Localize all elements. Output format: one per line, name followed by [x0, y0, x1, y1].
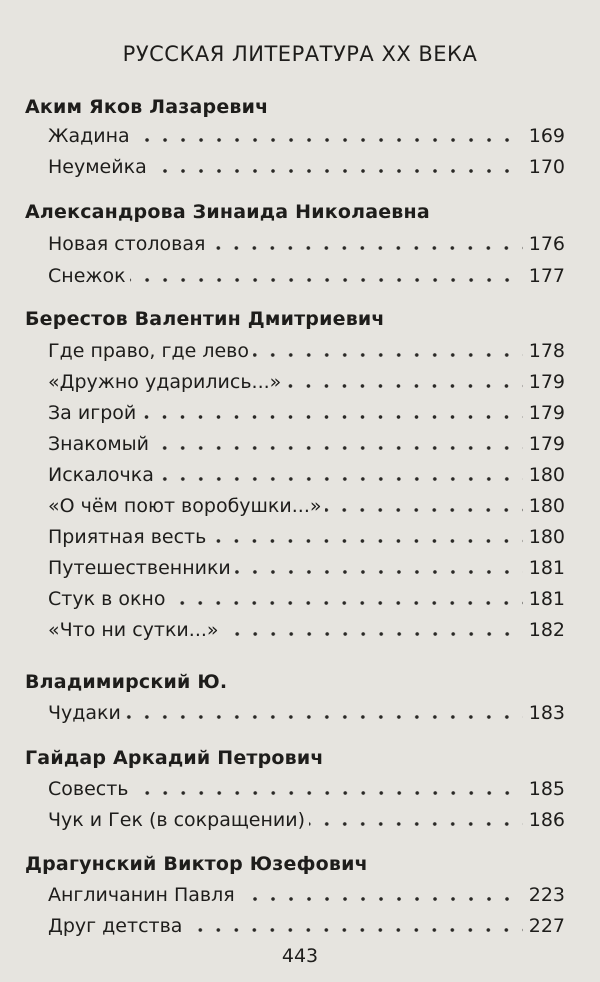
entry-title: Англичанин Павля: [48, 884, 235, 906]
author-heading: Берестов Валентин Дмитриевич: [25, 308, 385, 330]
dot-leader: [186, 913, 522, 933]
dot-leader: [153, 431, 523, 451]
author-heading: Владимирский Ю.: [25, 671, 228, 693]
entry-page: 179: [528, 433, 565, 455]
entry-title: «О чём поют воробушки...»: [48, 495, 322, 517]
entry-title: Искалочка: [48, 464, 154, 486]
entry-page: 180: [528, 464, 565, 486]
toc-entry: [48, 522, 565, 548]
dot-leader: [130, 263, 523, 283]
dot-leader: [169, 586, 522, 606]
entry-page: 183: [528, 702, 565, 724]
entry-page: 181: [528, 557, 565, 579]
entry-title: «Что ни сутки...»: [48, 619, 219, 641]
entry-title: Стук в окно: [48, 588, 166, 610]
toc-entry: [48, 121, 565, 147]
author-heading: Аким Яков Лазаревич: [25, 96, 269, 118]
toc-entry: [48, 336, 565, 362]
entry-title: Друг детства: [48, 915, 183, 937]
author-heading: Драгунский Виктор Юзефович: [25, 853, 368, 875]
toc-entry: [48, 491, 565, 517]
entry-title: Жадина: [48, 125, 130, 147]
author-heading: Гайдар Аркадий Петрович: [25, 747, 324, 769]
entry-title: Снежок: [48, 265, 126, 287]
author-heading: Александрова Зинаида Николаевна: [25, 201, 430, 223]
entry-title: «Дружно ударились...»: [48, 371, 282, 393]
toc-entry: [48, 229, 565, 255]
toc-entry: [48, 553, 565, 579]
dot-leader: [210, 524, 522, 544]
entry-title: Неумейка: [48, 156, 147, 178]
toc-entry: [48, 398, 565, 424]
toc-entry: [48, 880, 565, 906]
toc-entry: [48, 805, 565, 831]
entry-page: 170: [528, 156, 565, 178]
toc-entry: [48, 774, 565, 800]
toc-entry: [48, 584, 565, 610]
entry-title: За игрой: [48, 402, 137, 424]
entry-page: 180: [528, 495, 565, 517]
entry-title: Путешественники: [48, 557, 231, 579]
entry-title: Совесть: [48, 778, 129, 800]
entry-title: Чудаки: [48, 702, 121, 724]
toc-entry: [48, 911, 565, 937]
dot-leader: [235, 555, 523, 575]
entry-page: 176: [528, 233, 565, 255]
dot-leader: [253, 338, 523, 358]
toc-entry: [48, 615, 565, 641]
running-header: РУССКАЯ ЛИТЕРАТУРА XX ВЕКА: [122, 42, 478, 66]
dot-leader: [285, 369, 522, 389]
toc-entry: [48, 152, 565, 178]
entry-page: 181: [528, 588, 565, 610]
page-number: 443: [281, 945, 319, 967]
dot-leader: [125, 700, 523, 720]
entry-title: Знакомый: [48, 433, 150, 455]
entry-title: Где право, где лево: [48, 340, 249, 362]
entry-title: Приятная весть: [48, 526, 207, 548]
toc-entry: [48, 429, 565, 455]
dot-leader: [223, 617, 523, 637]
entry-page: 180: [528, 526, 565, 548]
entry-title: Новая столовая: [48, 233, 206, 255]
dot-leader: [239, 882, 523, 902]
entry-page: 179: [528, 402, 565, 424]
entry-page: 227: [528, 915, 565, 937]
dot-leader: [209, 231, 522, 251]
dot-leader: [134, 123, 523, 143]
toc-entry: [48, 261, 565, 287]
entry-title: Чук и Гек (в сокращении): [48, 809, 305, 831]
entry-page: 169: [528, 125, 565, 147]
dot-leader: [133, 776, 523, 796]
dot-leader: [158, 462, 523, 482]
entry-page: 185: [528, 778, 565, 800]
toc-entry: [48, 698, 565, 724]
toc-entry: [48, 367, 565, 393]
dot-leader: [151, 154, 523, 174]
entry-page: 182: [528, 619, 565, 641]
dot-leader: [325, 493, 522, 513]
entry-page: 223: [528, 884, 565, 906]
entry-page: 177: [528, 265, 565, 287]
entry-page: 178: [528, 340, 565, 362]
entry-page: 186: [528, 809, 565, 831]
toc-entry: [48, 460, 565, 486]
entry-page: 179: [528, 371, 565, 393]
dot-leader: [309, 807, 523, 827]
dot-leader: [140, 400, 523, 420]
